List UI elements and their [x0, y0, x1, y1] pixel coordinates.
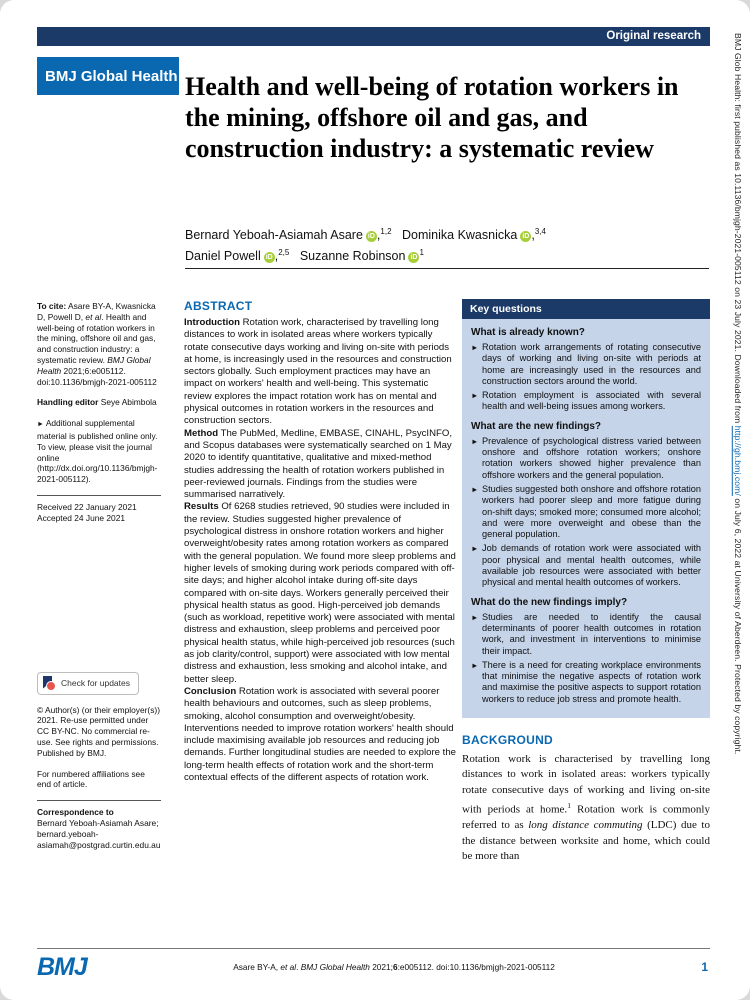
- supplemental-link[interactable]: Additional supplemental material is published online only. To view, please visit the journal online (http://dx.doi.org/10.1136/bmjgh-2021-005112).: [37, 418, 158, 485]
- section-banner: [37, 27, 710, 46]
- key-question: What do the new findings imply?: [471, 596, 628, 608]
- bullet-icon: ►: [37, 421, 44, 429]
- author: Bernard Yeboah-Asiamah Asare iD ,$^{1,2}$: [185, 227, 392, 243]
- journal-url-link[interactable]: http://gh.bmj.com/: [733, 425, 743, 496]
- bullet-icon: ►: [471, 391, 479, 401]
- abstract-section: [184, 299, 456, 784]
- abstract-results: Results Of 6268 studies retrieved, 90 studies were included in the review. Studies suggested higher prevalence of psychological distress in onshore rotation workers and higher overweight/obesity rates among rotation workers as compared with the general population. We found more sleep problems and higher levels of smoking during work periods compared with off-site days; and higher alcohol intake during off-site days compared with on-site days. Workers generally perceived their physical health status as good. High-perceived job demands (such as workload, repetitive work) were associated with mental distress and exhaustion, sleep problems and perceived poor physical health status, while high-perceived job resources (such as job clarity/control, support) were associated with low mental distress and exhaustion, less smoking and alcohol intake, and better sleep.: [184, 501, 456, 685]
- check-for-updates-button[interactable]: Check for updates: [37, 672, 139, 695]
- key-point: ► Studies suggested both onshore and offshore rotation workers had poorer sleep and more fatigue during on-shift days; smoked more; consumed more alcohol; and were more overweight and obese than the general population.: [471, 483, 701, 540]
- authors-divider: [185, 268, 709, 269]
- author-affiliation: 1: [419, 248, 424, 258]
- background-heading: BACKGROUND: [462, 733, 553, 748]
- handling-editor-note: Handling editor Seye Abimbola: [37, 397, 157, 408]
- bullet-icon: ►: [471, 343, 479, 352]
- orcid-icon[interactable]: iD: [367, 233, 375, 241]
- bullet-icon: ►: [471, 612, 479, 622]
- abstract-conclusion: Conclusion Rotation work is associated with several poorer health behaviours and outcomes, such as sleep problems, smoking, alcohol consumption and overweight/obesity. Interventions needed to improve rotation workers' health should include maximising available job resources and reducing job demands. Further longitudinal studies are needed to explore the long-term health effects of rotation work and the short-term contextual effects of the different aspects of rotation work.: [184, 685, 456, 783]
- crossmark-icon: [43, 676, 56, 691]
- to-cite-note: To cite: Asare BY-A, Kwasnicka D, Powell D, et al. Health and well-being of rotation workers in the mining, offshore oil and gas, and construction industry: a systematic review. BMJ Global Health 2021;6:e005112. doi:10.1136/bmjgh-2021-005112: [37, 301, 157, 387]
- key-point: ► Rotation employment is associated with several health and well-being issues among workers.: [471, 390, 701, 412]
- key-question: What are the new findings?: [471, 420, 602, 432]
- orcid-icon[interactable]: iD: [522, 233, 530, 241]
- author-affiliation: 1,2: [380, 227, 392, 236]
- key-questions-body: [462, 319, 710, 718]
- bullet-icon: ►: [471, 544, 479, 554]
- key-question: What is already known?: [471, 327, 585, 338]
- key-point: ► Rotation work arrangements of rotating consecutive days of working and living on-site with periods at home are increasingly used in the resources and construction sectors around the world.: [471, 342, 701, 386]
- bullet-icon: ►: [471, 436, 479, 446]
- copyright-notice: © Author(s) (or their employer(s)) 2021. Re-use permitted under CC BY-NC. No commercial re-use. See rights and permissions. Published by BMJ.: [37, 704, 160, 758]
- author: Dominika Kwasnicka iD ,$^{3,4}$: [402, 227, 546, 243]
- supplemental-note: [37, 418, 161, 485]
- bullet-icon: ►: [471, 660, 479, 670]
- key-questions-heading: Key questions: [462, 299, 710, 319]
- metadata-column: [37, 301, 161, 860]
- copyright-strip: BMJ Glob Health: first published as 10.1136/bmjgh-2021-005112 on 23 July 2021. Downloaded from http://gh.bmj.com/ on July 6, 2022 at University of Aberdeen. Protected by copyright.: [733, 33, 743, 755]
- orcid-icon[interactable]: iD: [410, 254, 418, 262]
- key-point: ► Studies are needed to identify the causal determinants of poorer health outcomes in rotation work, and investment in interventions to minimise their impact.: [471, 611, 701, 656]
- reference-marker[interactable]: 1: [567, 801, 571, 811]
- section-label: Original research: [606, 30, 701, 42]
- received-accepted: Received 22 January 2021 Accepted 24 June 2021: [37, 501, 137, 523]
- author: Daniel Powell iD ,$^{2,5}$: [185, 248, 290, 264]
- footer-citation: Asare BY-A, et al. BMJ Global Health 2021;6:e005112. doi:10.1136/bmjgh-2021-005112: [233, 962, 555, 972]
- key-point: ► Job demands of rotation work were associated with poor physical and mental health outcomes, while available job resources were associated with better physical and mental health outcomes of workers.: [471, 543, 701, 588]
- bmj-logo[interactable]: BMJ: [37, 953, 87, 981]
- affiliations-note: For numbered affiliations see end of article.: [37, 768, 145, 790]
- page-number: 1: [701, 960, 708, 974]
- journal-logo[interactable]: BMJ Global Health: [37, 57, 179, 95]
- right-column: [462, 299, 710, 865]
- divider: [37, 495, 161, 496]
- author-affiliation: 3,4: [534, 227, 546, 236]
- doi-link[interactable]: 2021;6:e005112. doi:10.1136/bmjgh-2021-005112: [37, 365, 157, 387]
- abstract-heading: ABSTRACT: [184, 299, 253, 313]
- abstract-introduction: Introduction Rotation work, characterised by travelling long distances to work in isolated areas where workers typically rotate consecutive days working and living on-site with periods at home, is increasingly used in the resources and construction sectors globally. Such employment practices may have an impact on workers' health and well-being. This systematic review explores the impact rotation work has on mental and physical outcomes in rotation workers in the resources and construction sectors.: [184, 317, 452, 427]
- correspondence-note: Correspondence to Bernard Yeboah-Asiamah Asare; bernard.yeboah-asiamah@postgrad.curtin.edu.au: [37, 807, 161, 850]
- divider: [37, 800, 161, 801]
- abstract-method: Method The PubMed, Medline, EMBASE, CINAHL, PsycINFO, and Scopus databases were systematically searched on 1 May 2020 to identify quantitative, qualitative and mixed-method studies addressing the health of rotation workers published in peer-reviewed journals. Findings from the studies were summarised narratively.: [184, 427, 452, 501]
- background-paragraph: Rotation work is characterised by travelling long distances to work in isolated areas: workers typically rotate consecutive days of working and living on-site with periods at home.$^1$ Rotation work is commonly referred to as long distance commuting (LDC) due to the distance between worksite and home, which could be more than: [462, 753, 710, 863]
- spacer: [37, 524, 161, 672]
- key-point: ► There is a need for creating workplace environments that minimise the negative aspects of rotation work and maximise the positive aspects to support rotation workers to reduce job stress and promote health.: [471, 659, 701, 704]
- page-footer: [37, 948, 710, 980]
- author-affiliation: 2,5: [278, 248, 290, 258]
- article-title: Health and well-being of rotation workers in the mining, offshore oil and gas, and construction industry: a systematic review: [185, 72, 679, 164]
- orcid-icon[interactable]: iD: [265, 254, 273, 262]
- authors-line: [185, 223, 615, 265]
- correspondence-email[interactable]: Bernard Yeboah-Asiamah Asare; bernard.yeboah-asiamah@postgrad.curtin.edu.au: [37, 817, 161, 850]
- bullet-icon: ►: [471, 484, 479, 494]
- key-point: ► Prevalence of psychological distress varied between onshore and offshore rotation workers; onshore rotation workers showed higher prevalence than offshore workers and the general population.: [471, 435, 701, 480]
- key-questions-box: [462, 299, 710, 718]
- author: Suzanne Robinson $iD^1$: [299, 248, 424, 264]
